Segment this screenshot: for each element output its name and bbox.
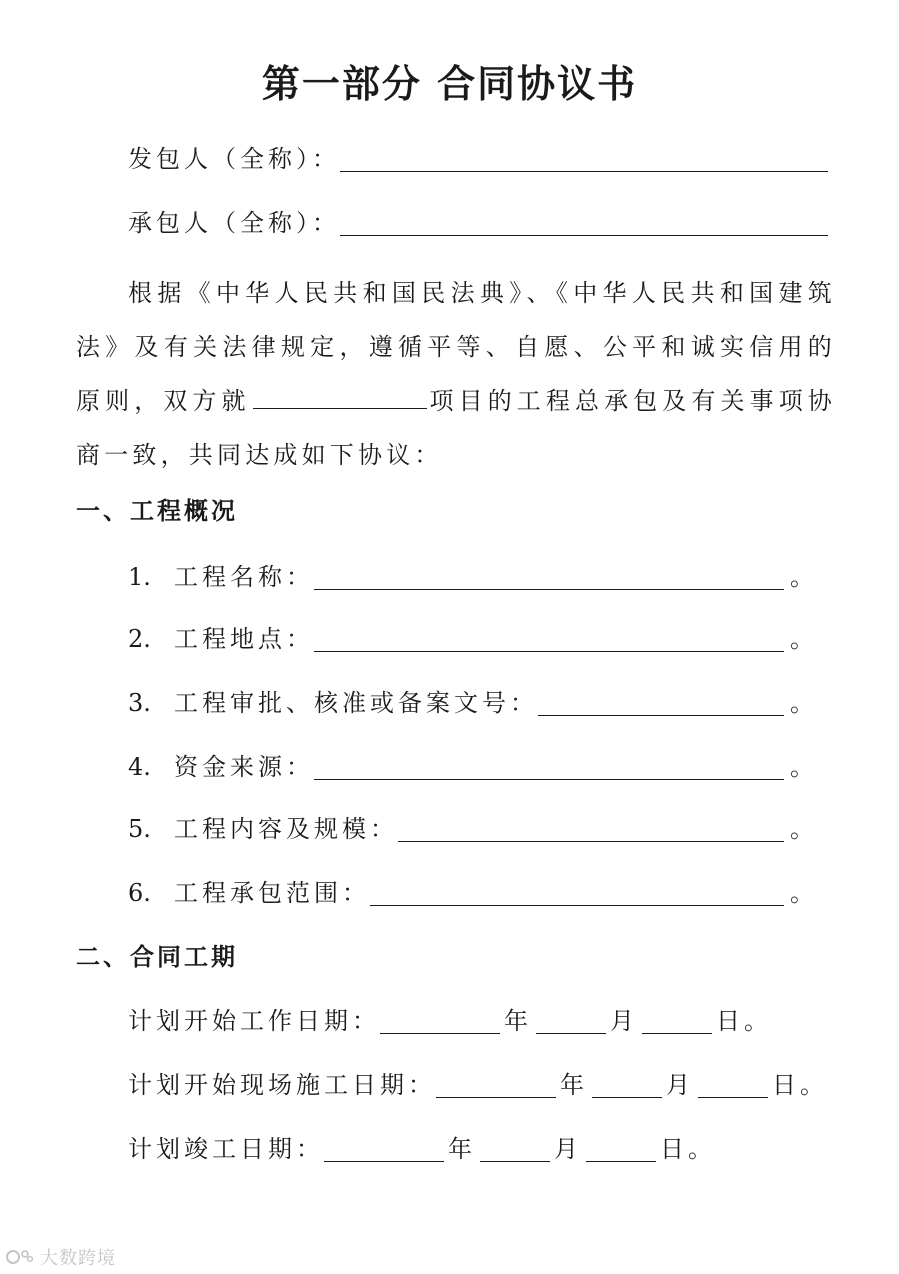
employer-row	[128, 142, 828, 176]
year-unit: 年	[560, 1071, 588, 1099]
day-blank[interactable]	[642, 1007, 712, 1034]
item-label: 资金来源：	[174, 753, 314, 781]
month-blank[interactable]	[536, 1007, 606, 1034]
schedule-row-2	[128, 1068, 832, 1102]
month-unit: 月	[610, 1007, 638, 1035]
item-label: 工程承包范围：	[174, 879, 370, 907]
item-end-mark: 。	[790, 563, 818, 591]
item-blank[interactable]	[314, 753, 784, 780]
item-row-1	[128, 560, 818, 594]
watermark	[6, 1244, 116, 1270]
item-end-mark: 。	[790, 689, 818, 717]
day-unit: 日。	[716, 1007, 772, 1035]
item-number: 2.	[128, 625, 151, 653]
watermark-text: 大数跨境	[40, 1248, 116, 1269]
contractor-name-blank[interactable]	[340, 209, 828, 236]
year-unit: 年	[448, 1135, 476, 1163]
month-blank[interactable]	[480, 1135, 550, 1162]
item-number: 5.	[128, 815, 151, 843]
item-label: 工程地点：	[174, 625, 314, 653]
preamble-text-1: 根据《中华人民共和国民法典》、《中华人民共和国建筑法》及有关法律规定，遵循平等、自愿、公平和诚实信用的原则，双方就	[76, 279, 836, 415]
employer-label: 发包人（全称）：	[128, 145, 340, 173]
item-label: 工程审批、核准或备案文号：	[174, 689, 538, 717]
month-unit: 月	[666, 1071, 694, 1099]
day-blank[interactable]	[586, 1135, 656, 1162]
schedule-label: 计划开始现场施工日期：	[128, 1071, 436, 1099]
watermark-logo-icon	[6, 1247, 34, 1267]
item-label: 工程内容及规模：	[174, 815, 398, 843]
schedule-row-1	[128, 1004, 776, 1038]
item-blank[interactable]	[314, 625, 784, 652]
schedule-label: 计划开始工作日期：	[128, 1007, 380, 1035]
preamble-text-2: 项目的工程总承包及有关事项协商一致，共同达成如下协议：	[76, 387, 836, 469]
month-blank[interactable]	[592, 1071, 662, 1098]
project-name-blank[interactable]	[253, 386, 427, 409]
item-number: 3.	[128, 689, 151, 717]
item-end-mark: 。	[790, 879, 818, 907]
item-number: 4.	[128, 753, 151, 781]
item-blank[interactable]	[314, 563, 784, 590]
item-row-6	[128, 876, 818, 910]
contractor-label: 承包人（全称）：	[128, 209, 340, 237]
year-unit: 年	[504, 1007, 532, 1035]
item-end-mark: 。	[790, 625, 818, 653]
section1-heading: 一、工程概况	[76, 497, 238, 525]
year-blank[interactable]	[324, 1135, 444, 1162]
item-number: 6.	[128, 879, 151, 907]
item-blank[interactable]	[538, 689, 784, 716]
schedule-label: 计划竣工日期：	[128, 1135, 324, 1163]
preamble-paragraph	[76, 266, 836, 482]
day-unit: 日。	[772, 1071, 828, 1099]
year-blank[interactable]	[436, 1071, 556, 1098]
item-blank[interactable]	[370, 879, 784, 906]
employer-name-blank[interactable]	[340, 145, 828, 172]
contractor-row	[128, 206, 828, 240]
item-end-mark: 。	[790, 753, 818, 781]
item-end-mark: 。	[790, 815, 818, 843]
item-number: 1.	[128, 563, 151, 591]
item-label: 工程名称：	[174, 563, 314, 591]
page-title: 第一部分 合同协议书	[261, 62, 638, 106]
day-unit: 日。	[660, 1135, 716, 1163]
year-blank[interactable]	[380, 1007, 500, 1034]
schedule-row-3	[128, 1132, 720, 1166]
section2-heading: 二、合同工期	[76, 943, 238, 971]
item-blank[interactable]	[398, 815, 784, 842]
item-row-2	[128, 622, 818, 656]
day-blank[interactable]	[698, 1071, 768, 1098]
item-row-5	[128, 812, 818, 846]
item-row-4	[128, 750, 818, 784]
month-unit: 月	[554, 1135, 582, 1163]
item-row-3	[128, 686, 818, 720]
